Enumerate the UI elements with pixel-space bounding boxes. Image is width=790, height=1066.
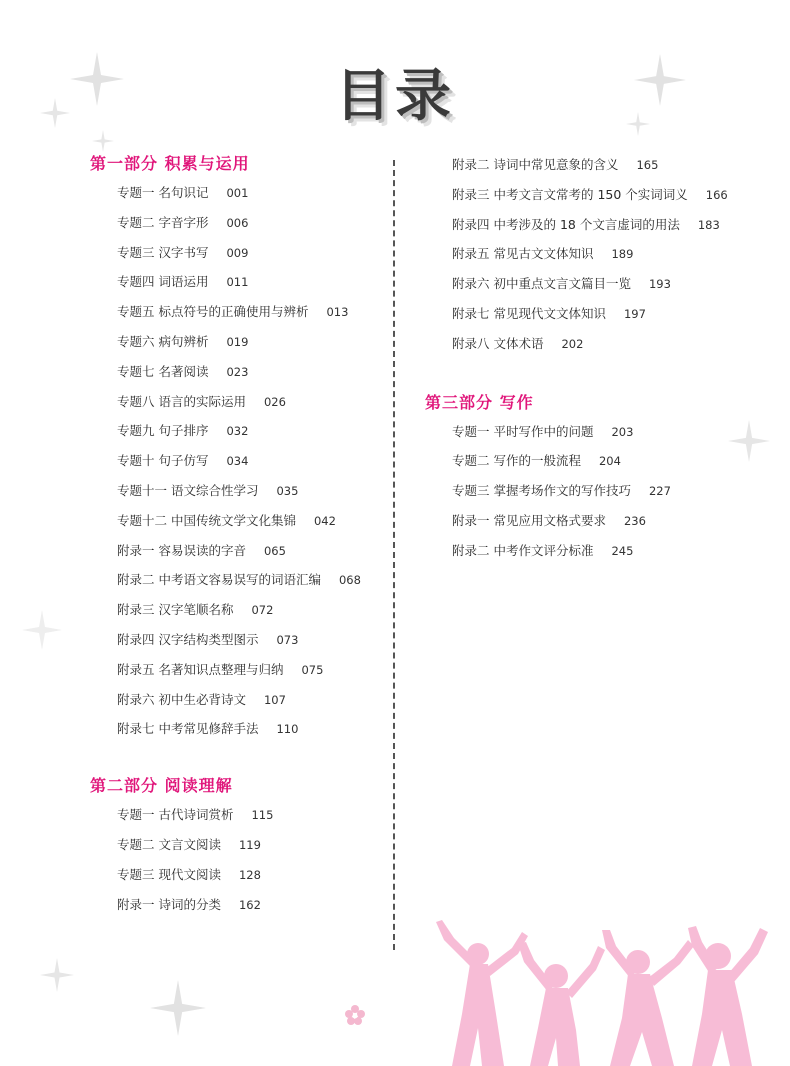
toc-entry-label: 专题三 掌握考场作文的写作技巧 (452, 483, 631, 499)
toc-entry-page: 009 (226, 245, 249, 260)
toc-entry[interactable] (90, 536, 390, 566)
page-title: 目录 (335, 64, 455, 129)
toc-list (90, 800, 390, 919)
flower-icon (344, 1004, 366, 1026)
toc-entry-label: 专题五 标点符号的正确使用与辨析 (117, 304, 309, 320)
toc-list (425, 417, 765, 566)
toc-entry[interactable] (425, 506, 765, 536)
toc-entry[interactable] (425, 239, 765, 269)
toc-entry-label: 附录四 汉字结构类型图示 (117, 631, 259, 647)
toc-entry[interactable] (90, 800, 390, 830)
toc-entry-label: 专题八 语言的实际运用 (117, 393, 246, 409)
toc-entry-page: 193 (648, 277, 671, 292)
toc-entry-page: 204 (598, 454, 621, 469)
toc-entry[interactable] (90, 178, 390, 208)
toc-entry-label: 专题二 字音字形 (117, 214, 209, 230)
toc-entry-label: 专题六 病句辨析 (117, 333, 209, 349)
toc-entry-label: 专题一 古代诗词赏析 (117, 807, 234, 823)
toc-entry-page: 236 (623, 513, 646, 528)
toc-entry[interactable] (425, 329, 765, 359)
toc-entry[interactable] (90, 446, 390, 476)
toc-entry[interactable] (90, 267, 390, 297)
toc-entry-page: 042 (313, 513, 336, 528)
section-part2 (90, 772, 390, 919)
toc-entry-label: 专题二 写作的一般流程 (452, 453, 581, 469)
toc-entry-label: 专题一 平时写作中的问题 (452, 423, 594, 439)
sparkle-icon (92, 130, 114, 152)
toc-entry-label: 专题一 名句识记 (117, 185, 209, 200)
toc-entry-page: 165 (636, 158, 659, 172)
toc-entry-label: 附录一 诗词的分类 (117, 896, 221, 912)
toc-entry[interactable] (90, 565, 390, 595)
sparkle-icon (40, 958, 74, 992)
toc-entry-label: 专题三 汉字书写 (117, 244, 209, 260)
toc-entry[interactable] (90, 297, 390, 327)
toc-entry[interactable] (425, 269, 765, 299)
toc-entry-page: 119 (238, 837, 261, 852)
right-column (425, 150, 765, 566)
toc-entry-label: 专题七 名著阅读 (117, 363, 209, 379)
toc-entry-label: 专题九 句子排序 (117, 423, 209, 439)
toc-entry-page: 023 (226, 364, 249, 379)
toc-entry-label: 附录五 名著知识点整理与归纳 (117, 661, 284, 677)
toc-entry-page: 183 (697, 217, 720, 232)
toc-entry-label: 附录八 文体术语 (452, 335, 544, 351)
toc-entry[interactable] (90, 506, 390, 536)
dancers-silhouette (430, 918, 780, 1066)
toc-entry-label: 附录五 常见古文文体知识 (452, 246, 594, 262)
toc-entry-page: 065 (263, 543, 286, 558)
toc-entry-label: 专题十一 语文综合性学习 (117, 482, 259, 498)
toc-entry-label: 附录六 初中重点文言文篇目一览 (452, 276, 631, 292)
toc-entry[interactable] (425, 150, 765, 180)
toc-entry[interactable] (90, 655, 390, 685)
toc-entry-page: 032 (226, 424, 249, 439)
toc-entry[interactable] (90, 357, 390, 387)
toc-entry-page: 197 (623, 306, 646, 321)
toc-list (90, 178, 390, 744)
toc-entry-label: 附录三 汉字笔顺名称 (117, 602, 234, 618)
toc-entry[interactable] (90, 476, 390, 506)
toc-entry-page: 189 (611, 247, 634, 262)
toc-entry-page: 013 (326, 305, 349, 320)
toc-entry-label: 附录四 中考涉及的 18 个文言虚词的用法 (452, 216, 680, 232)
toc-entry[interactable] (90, 830, 390, 860)
toc-entry[interactable] (90, 238, 390, 268)
section-title: 第一部分 积累与运用 (90, 154, 250, 173)
toc-entry-page: 162 (238, 897, 261, 912)
toc-entry[interactable] (425, 446, 765, 476)
section-part3 (425, 389, 765, 566)
column-divider (393, 160, 395, 950)
toc-entry-page: 075 (301, 662, 324, 677)
toc-entry-label: 专题二 文言文阅读 (117, 836, 221, 852)
toc-entry[interactable] (425, 476, 765, 506)
toc-entry-label: 附录七 常见现代文文体知识 (452, 305, 606, 321)
toc-entry-page: 202 (561, 336, 584, 351)
toc-entry-label: 附录二 诗词中常见意象的含义 (452, 157, 619, 172)
toc-entry[interactable] (90, 387, 390, 417)
toc-entry-page: 019 (226, 334, 249, 349)
toc-entry-page: 034 (226, 454, 249, 469)
left-column (90, 150, 390, 919)
toc-entry-page: 110 (276, 722, 299, 737)
toc-entry-label: 附录三 中考文言文常考的 150 个实词词义 (452, 186, 688, 202)
toc-entry-label: 专题四 词语运用 (117, 274, 209, 290)
sparkle-icon (22, 610, 62, 650)
toc-entry-page: 128 (238, 867, 261, 882)
toc-entry-page: 001 (226, 186, 249, 200)
toc-entry[interactable] (90, 685, 390, 715)
toc-entry-label: 专题三 现代文阅读 (117, 866, 221, 882)
toc-entry-label: 附录七 中考常见修辞手法 (117, 721, 259, 737)
toc-entry-label: 专题十 句子仿写 (117, 453, 209, 469)
toc-entry[interactable] (425, 180, 765, 210)
toc-entry-label: 附录一 容易误读的字音 (117, 542, 246, 558)
section-part1 (90, 150, 390, 744)
toc-entry[interactable] (90, 416, 390, 446)
toc-entry-page: 011 (226, 275, 249, 290)
toc-entry-page: 073 (276, 632, 299, 647)
section-title: 第二部分 阅读理解 (90, 776, 233, 796)
toc-entry[interactable] (425, 417, 765, 447)
toc-entry[interactable] (90, 327, 390, 357)
toc-entry[interactable] (425, 299, 765, 329)
toc-entry[interactable] (90, 714, 390, 744)
toc-entry-label: 附录二 中考作文评分标准 (452, 542, 594, 558)
toc-entry[interactable] (425, 210, 765, 240)
toc-entry-label: 附录一 常见应用文格式要求 (452, 512, 606, 528)
toc-entry-page: 107 (263, 692, 286, 707)
toc-entry-page: 203 (611, 424, 634, 439)
toc-entry-page: 166 (705, 187, 728, 202)
toc-entry-page: 026 (263, 394, 286, 409)
sparkle-icon (150, 980, 206, 1036)
toc-entry-page: 006 (226, 215, 249, 230)
toc-entry-label: 专题十二 中国传统文学文化集锦 (117, 512, 296, 528)
toc-entry-page: 227 (648, 484, 671, 499)
toc-entry-page: 072 (251, 603, 274, 618)
toc-entry-label: 附录二 中考语文容易误写的词语汇编 (117, 572, 321, 588)
toc-entry-page: 035 (276, 483, 299, 498)
toc-entry-page: 115 (251, 808, 274, 823)
toc-entry[interactable] (90, 860, 390, 890)
toc-entry-page: 068 (338, 573, 361, 588)
section-title: 第三部分 写作 (425, 392, 534, 412)
toc-entry-label: 附录六 初中生必背诗文 (117, 691, 246, 707)
toc-entry[interactable] (90, 890, 390, 920)
toc-entry-page: 245 (611, 543, 634, 558)
toc-list (425, 150, 765, 359)
toc-entry[interactable] (425, 536, 765, 566)
toc-entry[interactable] (90, 208, 390, 238)
toc-entry[interactable] (90, 625, 390, 655)
toc-entry[interactable] (90, 595, 390, 625)
